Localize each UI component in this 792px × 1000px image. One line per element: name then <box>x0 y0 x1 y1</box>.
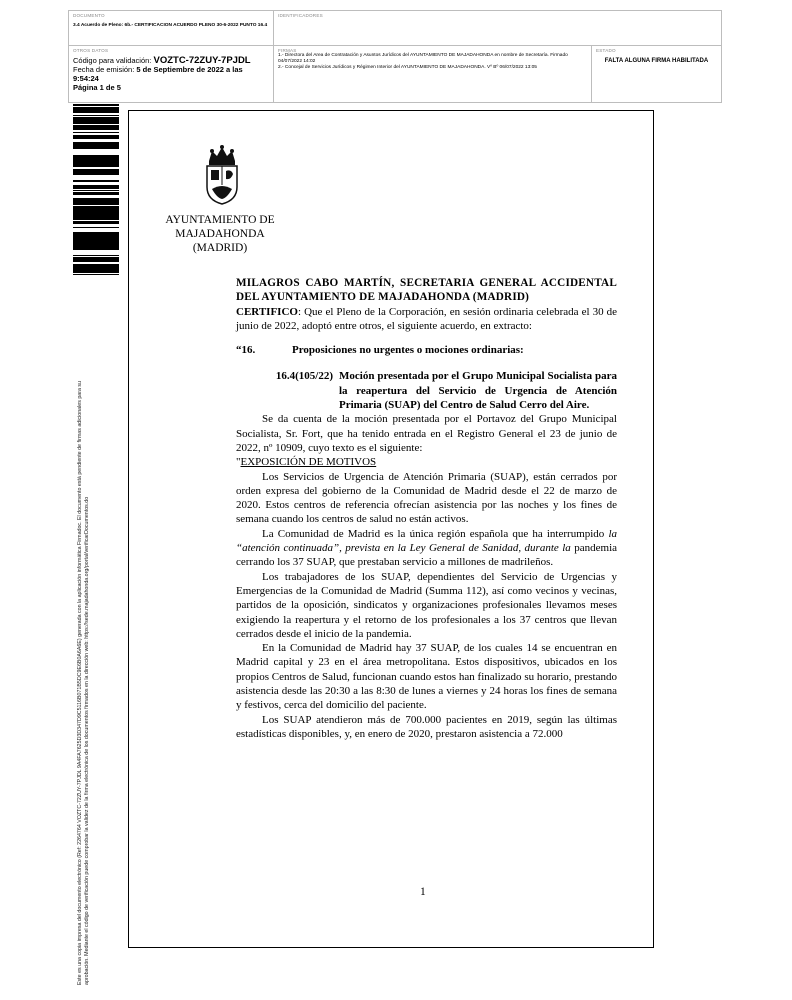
motion-number: 16.4(105/22) <box>275 370 333 383</box>
document-body <box>236 276 617 741</box>
fecha-prefix: Fecha de emisión: <box>73 65 135 74</box>
motion-title: Moción presentada por el Grupo Municipal Socialista para la reapertura del Servicio de Urgencia de Atención Primaria (SUAP) del Centro de Salud Cerro del Aire. <box>339 370 617 412</box>
paragraph-2-b: la “atención continuada”, prevista en la Ley General de Sanidad, durante la <box>236 527 618 555</box>
paragraph-2 <box>236 527 617 570</box>
documento-label: DOCUMENTO <box>73 13 105 18</box>
codigo-prefix: Código para validación: <box>73 56 152 65</box>
documento-cell <box>69 11 274 45</box>
doc-heading: MILAGROS CABO MARTÍN, SECRETARIA GENERAL ACCIDENTAL DEL AYUNTAMIENTO DE MAJADAHONDA (MADRID) <box>236 277 617 304</box>
validation-code[interactable]: VOZTC-72ZUY-7PJDL <box>153 55 251 66</box>
item-title: Proposiciones no urgentes o mociones ordinarias: <box>292 344 524 357</box>
paragraph-1: Los Servicios de Urgencia de Atención Primaria (SUAP), están cerrados por orden expresa del gobierno de la Comunidad de Madrid desde el 22 de marzo de 2020. Estos centros de referencia ofrecían asistencia por las noches y los fines de semana cuando los centros de salud no están activos. <box>236 470 617 526</box>
firma-2: 2.- Concejal de Servicios Jurídicos y Régimen Interior del AYUNTAMIENTO DE MAJADAHONDA. Vº Bº 06/07/2022 13:05 <box>278 65 537 70</box>
side-verification-text <box>77 285 90 985</box>
exposicion-quote: " <box>236 456 241 469</box>
estado-label: ESTADO <box>596 48 616 53</box>
otros-datos-label: OTROS DATOS <box>73 48 109 53</box>
estado-cell <box>592 46 721 102</box>
paragraph-5: Los SUAP atendieron más de 700.000 pacientes en 2019, según las últimas estadísticas disponibles, y, en enero de 2020, prestaron asistencia a 72.000 <box>236 713 617 740</box>
page-number: 1 <box>420 886 426 898</box>
signature-header-table <box>68 10 722 103</box>
page-count: Página 1 de 5 <box>73 83 121 92</box>
certifico-label: CERTIFICO <box>236 305 298 318</box>
paragraph-2-a: La Comunidad de Madrid es la única región española que ha interrumpido <box>262 527 605 540</box>
letterhead <box>150 213 290 255</box>
identificadores-cell <box>274 11 721 45</box>
firmas-cell <box>274 46 592 102</box>
certifico-text: : Que el Pleno de la Corporación, en sesión ordinaria celebrada el 30 de junio de 2022, adoptó entre otros, el siguiente acuerdo, en extracto: <box>236 305 617 332</box>
estado-value: FALTA ALGUNA FIRMA HABILITADA <box>604 58 709 64</box>
identificadores-label: IDENTIFICADORES <box>278 13 323 18</box>
barcode-icon <box>73 103 119 278</box>
intro-paragraph: Se da cuenta de la moción presentada por el Portavoz del Grupo Municipal Socialista, Sr. Fort, que ha tenido entrada en el Registro General el 23 de junio de 2022, nº 10909, cuyo texto es el siguiente: <box>236 413 617 454</box>
documento-value: 3.4 Acuerdo de Pleno: 6b.- CERTIFICACION ACUERDO PLENO 30-6-2022 PUNTO 16.4 <box>73 23 268 28</box>
item-number: “16. <box>236 344 256 357</box>
emission-date: 5 de Septiembre de 2022 a las 9:54:24 <box>73 65 243 83</box>
paragraph-2-c: pandemia cerrando los 37 SUAP, que prestaban servicio a millones de madrileños. <box>236 542 618 569</box>
side-text-line-2: aprobación. Mediante el código de verificación puede comprobar la validez de la firma electrónica de los documentos firmados en la dirección web: https://sede.majadahonda.org/portal/verificarDocumentos.do <box>83 496 90 985</box>
letterhead-line-3: (MADRID) <box>192 242 248 254</box>
item-16 <box>236 343 617 357</box>
side-text-line-1: Este es una copia impresa del documento electrónico (Ref: 2264764 VOZTC-72ZUY-7PJDL 9A4FA7625D3D347D9C5116B071B5DC9E6B0A6A6E) generada con la aplicación informática Firmadoc. El documento está pendiente de firmas adicionales para su <box>77 381 83 985</box>
firma-1: 1.- Directora del Area de Contratación y Asuntos Jurídicos del AYUNTAMIENTO DE MAJADAHONDA en nombre de Secretaría. Firmado 04/07/2022 14:02 <box>278 53 568 64</box>
paragraph-3: Los trabajadores de los SUAP, dependientes del Servicio de Urgencias y Emergencias de la Comunidad de Madrid (Summa 112), así como vecinos y vecinas, partidos de la oposición, sindicatos y organizaciones profesionales llevamos meses exigiendo la reapertura y el retorno de los profesionales a los 37 centros que llevan cerrados desde el inicio de la pandemia. <box>236 570 617 640</box>
exposicion-title: EXPOSICIÓN DE MOTIVOS <box>240 456 377 469</box>
firmas-label: FIRMAS <box>278 48 297 53</box>
motion-block <box>236 369 617 412</box>
letterhead-line-2: MAJADAHONDA <box>175 228 265 240</box>
certifico-paragraph <box>236 305 617 334</box>
letterhead-line-1: AYUNTAMIENTO DE <box>165 214 275 226</box>
coat-of-arms-icon <box>203 143 241 205</box>
exposicion-heading <box>236 455 617 469</box>
paragraph-4: En la Comunidad de Madrid hay 37 SUAP, de los cuales 14 se encuentran en Madrid capital y 23 en el área metropolitana. Estos dispositivos, ubicados en los propios Centros de Salud, funcionan cuando estos han finalizado su horario, prestando asistencia desde las 20:30 a las 8:30 de lunes a viernes y 24 horas los fines de semana y festivos, cerca del domicilio del paciente. <box>236 642 617 712</box>
otros-datos-cell <box>69 46 274 102</box>
